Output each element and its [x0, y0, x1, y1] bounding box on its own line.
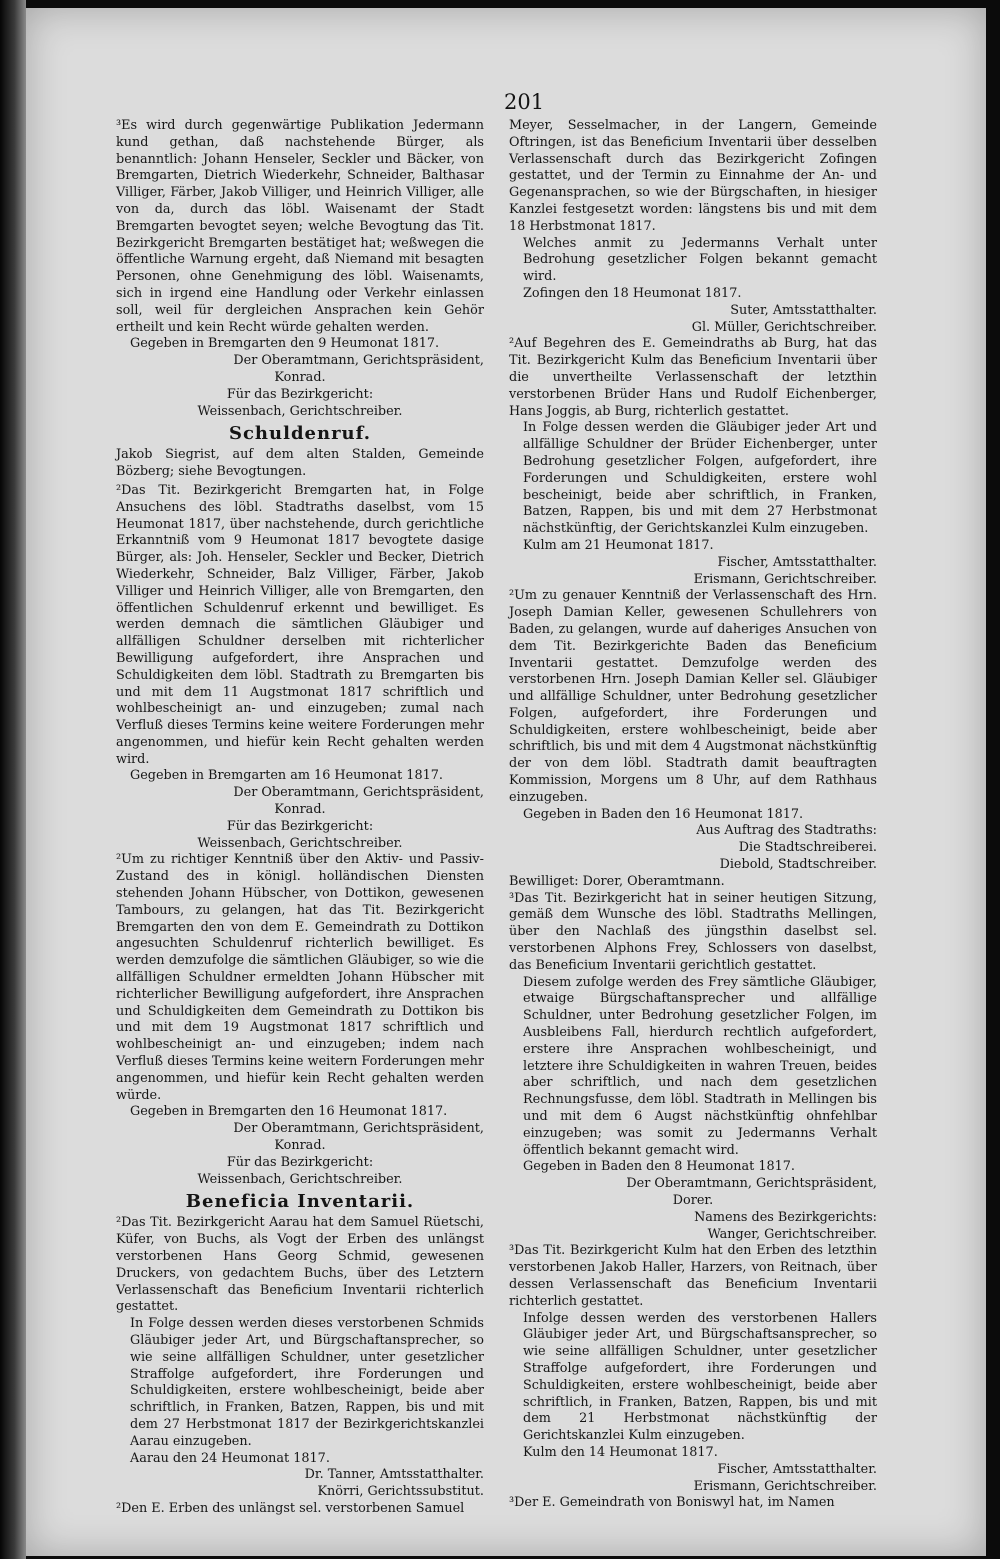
signature-line: Konrad.	[274, 1138, 326, 1154]
signature-line: Der Oberamtmann, Gerichtspräsident,	[233, 1121, 484, 1137]
notice-date: Gegeben in Bremgarten den 16 Heumonat 1817.	[130, 1104, 448, 1120]
book-gutter	[0, 0, 26, 1559]
notice-date: Zofingen den 18 Heumonat 1817.	[523, 285, 742, 301]
notice-schmid-buchs	[116, 1215, 484, 1501]
signature-line: Die Stadtschreiberei.	[738, 840, 877, 856]
notice-bevogtung-bremgarten	[116, 118, 484, 420]
signature-line: Suter, Amtsstatthalter.	[730, 302, 877, 318]
notice-date: Kulm den 14 Heumonat 1817.	[523, 1444, 718, 1460]
signature-line: Konrad.	[274, 369, 326, 385]
notice-text: ²Um zu richtiger Kenntniß über den Aktiv- und Passiv-Zustand des in königl. holländischen Diensten stehenden Johann Hübscher, von Dottikon, gewesenen Tambours, zu gelangen, hat das Tit. Bezirkgericht Bremgarten den von dem E. Gemeindrath zu Dottikon angesuchten Schuldenruf richterlich bewilliget. Es werden demzufolge die sämtlichen Gläubiger, so wie die allfälligen Schuldner ermeldten Johann Hübscher mit richterlicher Bewilligung aufgefordert, ihre Ansprachen und Schuldigkeiten dem Gemeindrath zu Dottikon bis und mit dem 19 Augstmonat 1817 schriftlich und wohlbescheinigt an- und einzugeben; indem nach Verfluß dieses Termins keine weitern Forderungen mehr angenommen, und hiefür kein Recht gehalten werden würde.	[116, 852, 484, 1103]
notice-meyer-start: ²Den E. Erben des unlängst sel. verstorbenen Samuel	[116, 1500, 465, 1516]
notice-text: Diesem zufolge werden des Frey sämtliche Gläubiger, etwaige Bürgschaftansprecher und allfällige Schuldner, unter Bedrohung gesetzlicher Folgen, im Ausbleibens Fall, hierdurch rechtlich aufgefordert, erstere ihre Ansprachen wohlbescheinigt, und letztere ihre Schuldigkeiten in wahren Treuen, beides aber schriftlich, und nach dem gesetzlichen Rechnungsfusse, dem löbl. Stadtrath in Mellingen bis und mit dem 6 Augst nächstkünftig ohnfehlbar einzugeben; was somit zu Jedermanns Verhalt öffentlich bekannt gemacht wird.	[523, 974, 877, 1158]
signature-line: Erismann, Gerichtschreiber.	[693, 571, 877, 587]
page-number: 201	[504, 90, 545, 114]
signature-line: Weissenbach, Gerichtschreiber.	[197, 403, 403, 419]
signature-line: Erismann, Gerichtschreiber.	[693, 1478, 877, 1494]
notice-text: In Folge dessen werden dieses verstorbenen Schmids Gläubiger jeder Art, und Bürgschaftansprecher, so wie seine allfälligen Schuldner, unter gesetzlicher Straffolge aufgefordert, ihre Forderungen und Schuldigkeiten, erstere wohlbescheinigt, beide aber schriftlich, in Franken, Batzen, Rappen, bis und mit dem 27 Herbstmonat 1817 der Bezirkgerichtskanzlei Aarau einzugeben.	[130, 1316, 484, 1449]
signature-line: Fischer, Amtsstatthalter.	[717, 1461, 877, 1477]
section-heading-schuldenruf: Schuldenruf.	[228, 423, 372, 445]
notice-text: ³Es wird durch gegenwärtige Publikation Jedermann kund gethan, daß nachstehende Bürger, als benanntlich: Johann Henseler, Seckler und Bäcker, von Bremgarten, Dietrich Wiederkehr, Schneider, Balthasar Villiger, Färber, Jakob Villiger, und Heinrich Villiger, alle von da, durch das löbl. Waisenamt der Stadt Bremgarten bevogtet seyen; welche Bevogtung das Tit. Bezirkgericht Bremgarten bestätiget hat; weßwegen die öffentliche Warnung ergeht, daß Niemand mit besagten Personen, ohne Genehmigung des löbl. Waisenamts, sich in irgend eine Handlung oder Verkehr einlassen soll, weil für dergleichen Ansprachen kein Gehör ertheilt und kein Recht würde gehalten werden.	[116, 118, 484, 335]
right-column	[509, 118, 877, 1512]
notice-huebscher-dottikon	[116, 852, 484, 1188]
notice-text: Infolge dessen werden des verstorbenen Hallers Gläubiger jeder Art, und Bürgschaftsansprecher, so wie seine allfälligen Schuldner, unter gesetzlicher Straffolge aufgefordert, ihre Forderungen und Schuldigkeiten, erstere wohlbescheinigt, beide aber schriftlich, in Franken, Batzen, Rappen, bis und mit dem 21 Herbstmonat nächstkünftig der Gerichtskanzlei Kulm einzugeben.	[523, 1310, 877, 1444]
signature-line: Für das Bezirkgericht:	[226, 386, 374, 402]
notice-siegrist: Jakob Siegrist, auf dem alten Stalden, Gemeinde Bözberg; siehe Bevogtungen.	[116, 447, 484, 480]
signature-line: Dorer.	[672, 1193, 714, 1208]
signature-line: Weissenbach, Gerichtschreiber.	[197, 835, 403, 851]
section-heading-beneficia-inventarii: Beneficia Inventarii.	[185, 1191, 415, 1213]
signature-line: Diebold, Stadtschreiber.	[719, 857, 877, 873]
signature-line: Knörri, Gerichtssubstitut.	[317, 1484, 484, 1500]
signature-line: Der Oberamtmann, Gerichtspräsident,	[233, 353, 484, 369]
signature-line: Konrad.	[274, 802, 326, 818]
signature-line: Namens des Bezirkgerichts:	[694, 1209, 877, 1225]
notice-text: ²Das Tit. Bezirkgericht Bremgarten hat, in Folge Ansuchens des löbl. Stadtraths daselbst, vom 15 Heumonat 1817, über nachstehende, durch gerichtliche Erkanntniß vom 9 Heumonat 1817 bevogtete dasige Bürger, als: Joh. Henseler, Seckler und Becker, Dietrich Wiederkehr, Schneider, Balz Villiger, Färber, Jakob Villiger und Heinrich Villiger, alle von Bremgarten, den öffentlichen Schuldenruf erkennt und bewilliget. Es werden demnach die sämtlichen Gläubiger und allfälligen Schuldner derselben mit richterlicher Bewilligung aufgefordert, ihre Ansprachen und Schuldigkeiten dem löbl. Stadtrath zu Bremgarten bis und mit dem 11 Augstmonat 1817 schriftlich und wohlbescheinigt an- und einzugeben; zumal nach Verfluß dieses Termins keine weitere Forderungen mehr angenommen, und hiefür kein Recht gehalten werden wird.	[116, 482, 484, 767]
notice-text: Welches anmit zu Jedermanns Verhalt unter Bedrohung gesetzlicher Folgen bekannt gemacht wird.	[523, 235, 877, 285]
signature-line: Bewilliget: Dorer, Oberamtmann.	[509, 873, 725, 889]
notice-date: Kulm am 21 Heumonat 1817.	[523, 537, 714, 553]
notice-keller-baden	[509, 588, 877, 890]
signature-line: Fischer, Amtsstatthalter.	[717, 554, 877, 570]
notice-text: ³Das Tit. Bezirkgericht hat in seiner heutigen Sitzung, gemäß dem Wunsche des löbl. Stadtraths Mellingen, über den Nachlaß des jüngsthin daselbst sel. verstorbenen Alphons Frey, Schlossers von daselbst, das Beneficium Inventarii gerichtlich gestattet.	[509, 890, 877, 973]
signature-line: Gl. Müller, Gerichtschreiber.	[691, 319, 877, 335]
signature-line: Der Oberamtmann, Gerichtspräsident,	[626, 1176, 877, 1192]
notice-date: Gegeben in Bremgarten am 16 Heumonat 1817.	[130, 768, 443, 784]
signature-line: Für das Bezirkgericht:	[226, 818, 374, 834]
notice-text: ²Um zu genauer Kenntniß der Verlassenschaft des Hrn. Joseph Damian Keller, gewesenen Schullehrers von Baden, zu gelangen, wurde auf daheriges Ansuchen von dem Tit. Bezirkgerichte Baden das Beneficium Inventarii gestattet. Demzufolge werden des verstorbenen Hrn. Joseph Damian Keller sel. Gläubiger und allfällige Schuldner, unter Bedrohung gesetzlicher Folgen, aufgefordert, ihre Forderungen und Schuldigkeiten, erstere wohlbescheinigt, beide aber schriftlich, bis und mit dem 4 Augstmonat nächstkünftig der von dem löbl. Stadtrath damit beauftragten Kommission, Morgens um 8 Uhr, auf dem Rathhaus einzugeben.	[509, 588, 877, 805]
notice-text: In Folge dessen werden die Gläubiger jeder Art und allfällige Schuldner der Brüder Eichenberger, unter Bedrohung gesetzlicher Folgen, aufgefordert, ihre Forderungen und Schuldigkeiten, erstere wohl bescheinigt, beide aber schriftlich, in Franken, Batzen, Rappen, bis und mit dem 27 Herbstmonat nächstkünftig, der Gerichtskanzlei Kulm einzugeben.	[523, 420, 877, 537]
left-column	[116, 118, 484, 1518]
signature-line: Der Oberamtmann, Gerichtspräsident,	[233, 785, 484, 801]
notice-date: Gegeben in Bremgarten den 9 Heumonat 1817.	[130, 336, 440, 352]
notice-text: ²Das Tit. Bezirkgericht Aarau hat dem Samuel Rüetschi, Küfer, von Buchs, als Vogt der Erben des unlängst verstorbenen Hans Georg Schmid, gewesenen Druckers, von gedachtem Buchs, über des Letztern Verlassenschaft das Beneficium Inventarii richterlich gestattet.	[116, 1215, 484, 1315]
notice-eichenberger-burg	[509, 336, 877, 588]
notice-text: ³Das Tit. Bezirkgericht Kulm hat den Erben des letzthin verstorbenen Jakob Haller, Harzers, von Reitnach, über dessen Verlassenschaft das Beneficium Inventarii richterlich gestattet.	[509, 1243, 877, 1309]
signature-line: Wanger, Gerichtschreiber.	[707, 1226, 877, 1242]
notice-text: Meyer, Sesselmacher, in der Langern, Gemeinde Oftringen, ist das Beneficium Inventarii über desselben Verlassenschaft durch das Bezirkgericht Zofingen gestattet, und der Termin zu Einnahme der An- und Gegenansprachen, so wie der Bürgschaften, in hiesiger Kanzlei festgesetzt worden: längstens bis und mit dem 18 Herbstmonat 1817.	[509, 118, 877, 234]
signature-line: Aus Auftrag des Stadtraths:	[696, 823, 877, 839]
notice-date: Aarau den 24 Heumonat 1817.	[130, 1450, 330, 1466]
signature-line: Für das Bezirkgericht:	[226, 1154, 374, 1170]
notice-boniswyl-start: ³Der E. Gemeindrath von Boniswyl hat, im Namen	[509, 1495, 835, 1511]
notice-frey-mellingen	[509, 891, 877, 1244]
notice-meyer-oftringen	[509, 118, 877, 336]
notice-date: Gegeben in Baden den 16 Heumonat 1817.	[523, 806, 804, 822]
notice-text: ²Auf Begehren des E. Gemeindraths ab Burg, hat das Tit. Bezirkgericht Kulm das Beneficium Inventarii über die unvertheilte Verlassenschaft der letzthin verstorbenen Brüder Hans und Rudolf Eichenberger, Hans Joggis, ab Burg, richterlich gestattet.	[509, 336, 877, 419]
notice-haller-reitnach	[509, 1243, 877, 1495]
notice-schuldenruf-bremgarten	[116, 483, 484, 853]
notice-date: Gegeben in Baden den 8 Heumonat 1817.	[523, 1159, 795, 1175]
signature-line: Weissenbach, Gerichtschreiber.	[197, 1171, 403, 1187]
signature-line: Dr. Tanner, Amtsstatthalter.	[304, 1467, 484, 1483]
